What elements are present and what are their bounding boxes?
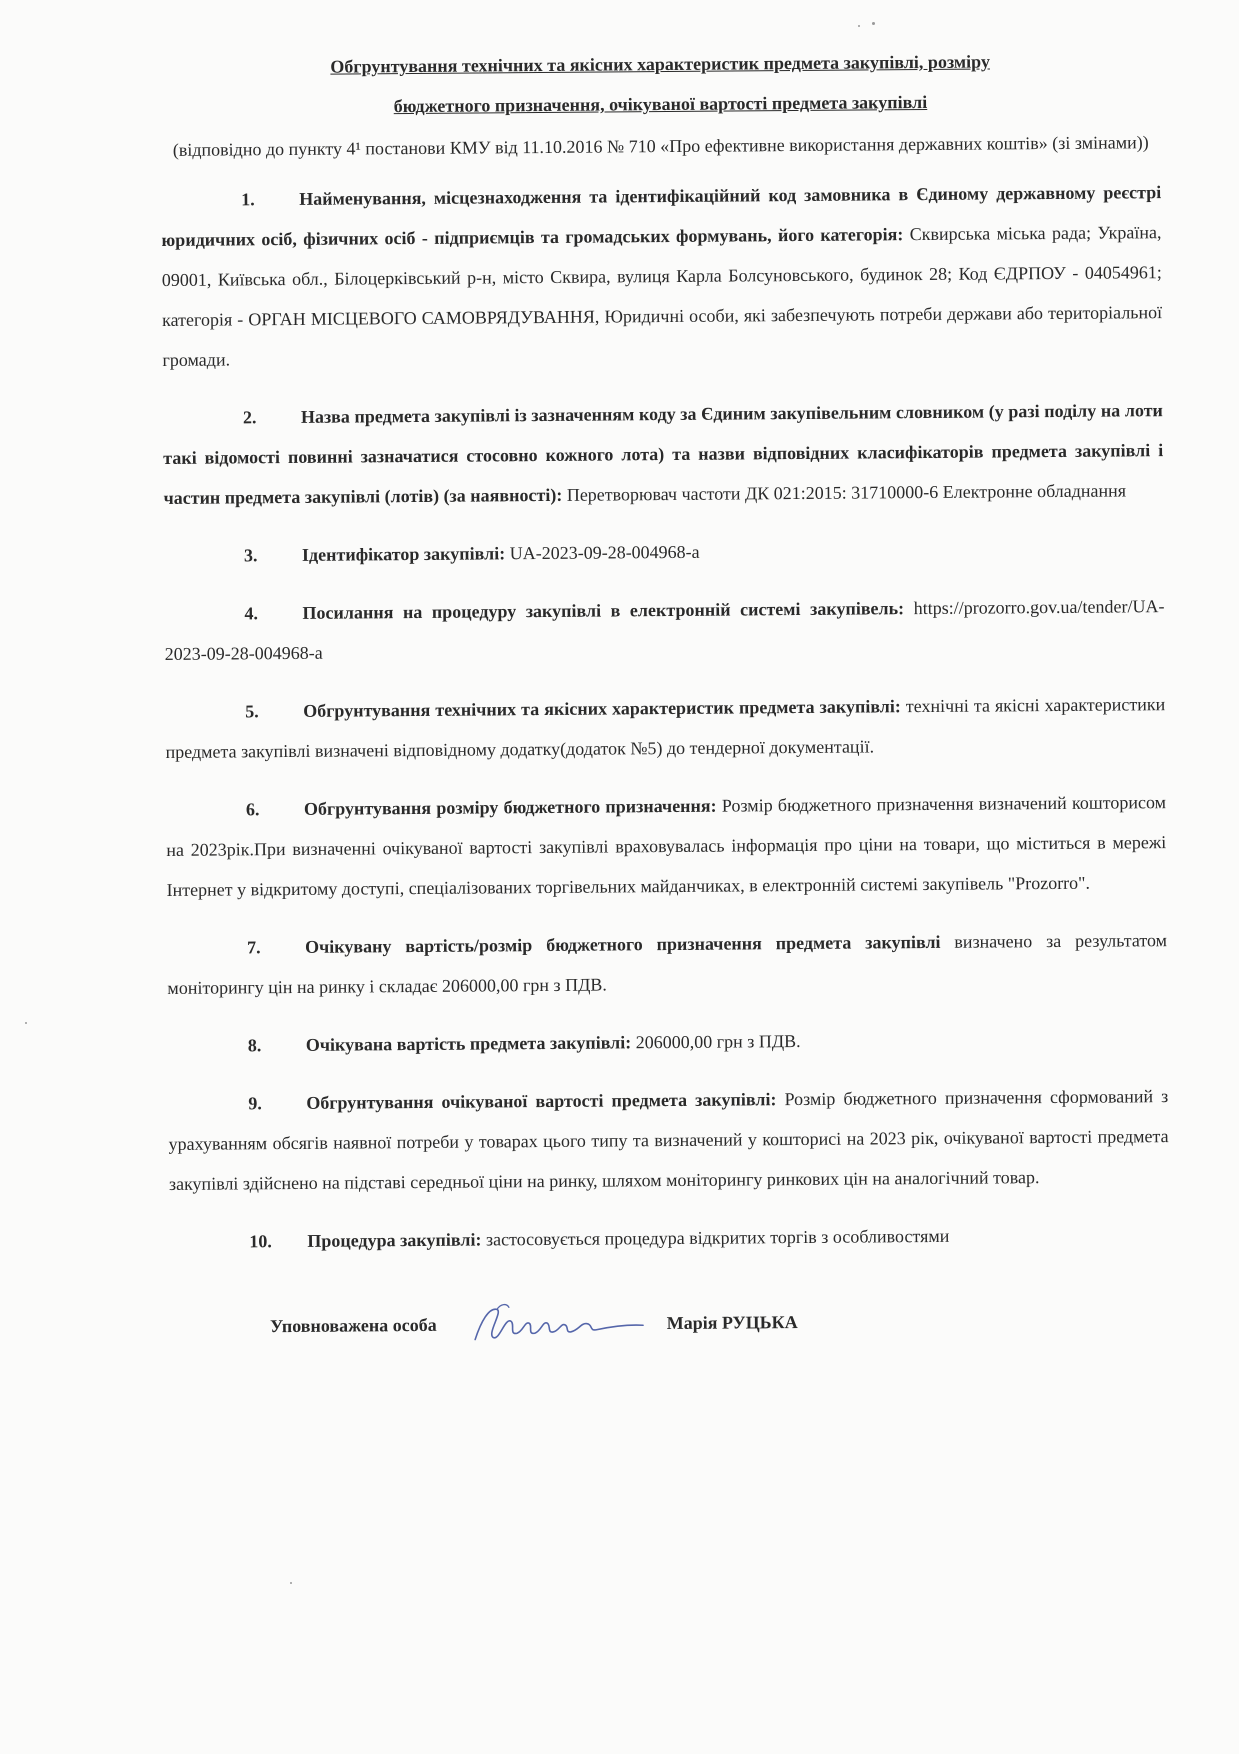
signature-block <box>270 1294 1170 1351</box>
item-text: застосовується процедура відкритих торгів з особливостями <box>481 1225 950 1250</box>
item-heading: Ідентифікатор закупівлі: <box>301 543 506 565</box>
item-10 <box>169 1214 1169 1262</box>
item-number: 9. <box>248 1093 262 1114</box>
item-2 <box>163 390 1164 518</box>
item-number: 8. <box>247 1035 262 1056</box>
document-title-line-2: бюджетного призначення, очікуваної вартості предмета закупівлі <box>393 91 928 117</box>
item-number: 7. <box>246 937 261 958</box>
item-text: визначено за результатом моніторингу цін на ринку і складає 206000,00 грн з ПДВ. <box>167 930 1168 998</box>
item-text: Сквирська міська рада; Україна, 09001, Київська обл., Білоцерківський р-н, місто Сквира, вулиця Карла Болсуновського, будинок 28; Код ЄДРПОУ - 04054961; категорія - ОРГАН МІСЦЕВОГО САМОВРЯДУВАННЯ, Юридичні особи, які забезпечують потреби держави або територіальної громади. <box>161 222 1163 370</box>
item-8 <box>168 1018 1168 1066</box>
item-6 <box>166 782 1167 910</box>
item-heading: Посилання на процедуру закупівлі в електронній системі закупівель: <box>302 598 905 623</box>
document-title-line-1: Обгрунтування технічних та якісних характеристик предмета закупівлі, розміру <box>330 51 990 77</box>
item-heading: Процедура закупівлі: <box>307 1229 482 1251</box>
item-number: 3. <box>243 545 258 566</box>
item-3 <box>164 528 1164 576</box>
item-number: 6. <box>245 799 260 820</box>
item-heading: Назва предмета закупівлі із зазначенням коду за Єдиним закупівельним словником (у разі поділу на лоти такі відомості повинні зазначатися стосовно кожного лота) та назви відповідних класифікаторів предмета закупівлі і частин предмета закупівлі (лотів) (за наявності): <box>163 400 1164 508</box>
authorized-person-name: Марія РУЦЬКА <box>666 1311 798 1333</box>
scan-speck <box>290 1582 292 1584</box>
scan-speck <box>872 22 875 25</box>
item-number: 1. <box>241 189 255 210</box>
scan-speck <box>858 25 860 27</box>
item-heading: Очікувана вартість предмета закупівлі: <box>305 1032 632 1055</box>
item-text: технічні та якісні характеристики предмета закупівлі визначені відповідному додатку(додаток №5) до тендерної документації. <box>165 694 1166 762</box>
item-9 <box>168 1076 1169 1204</box>
document-body <box>160 40 1170 1352</box>
item-number: 4. <box>244 603 259 624</box>
signature-icon <box>467 1298 647 1349</box>
item-number: 5. <box>245 701 259 722</box>
item-text: UA-2023-09-28-004968-a <box>505 541 700 564</box>
item-heading: Очікувану вартість/розмір бюджетного призначення предмета закупівлі <box>304 931 941 957</box>
item-4 <box>164 586 1165 674</box>
authorized-person-label: Уповноважена особа <box>269 1314 437 1336</box>
item-heading: Обгрунтування очікуваної вартості предмета закупівлі: <box>306 1089 777 1113</box>
item-text: 206000,00 грн з ПДВ. <box>631 1030 801 1053</box>
item-heading: Обгрунтування технічних та якісних характеристик предмета закупівлі: <box>303 696 901 721</box>
item-7 <box>167 920 1168 1008</box>
item-number: 10. <box>249 1231 272 1252</box>
item-text: Перетворювач частоти ДК 021:2015: 31710000-6 Електронне обладнання <box>562 480 1127 505</box>
item-1 <box>161 172 1163 380</box>
item-text: Розмір бюджетного призначення сформований з урахуванням обсягів наявної потреби у товарах цього типу та визначений у кошторисі на 2023 рік, очікуваної вартості предмета закупівлі здійснено на підставі середньої ціни на ринку, шляхом моніторингу ринкових цін на аналогічний товар. <box>168 1086 1169 1194</box>
item-5 <box>165 684 1166 772</box>
scan-speck <box>25 1022 27 1024</box>
document-subtitle: (відповідно до пункту 4¹ постанови КМУ від 11.10.2016 № 710 «Про ефективне використання державних коштів» (зі змінами)) <box>172 132 1149 160</box>
item-number: 2. <box>242 407 257 428</box>
handwritten-signature <box>467 1298 647 1349</box>
item-heading: Обгрунтування розміру бюджетного призначення: <box>303 795 717 819</box>
item-text: https://prozorro.gov.ua/tender/UA-2023-09-28-004968-a <box>164 596 1165 664</box>
item-text: Розмір бюджетного призначення визначений кошторисом на 2023рік.При визначенні очікуваної вартості закупівлі враховувалась інформація про ціни на товари, що міститься в мережі Інтернет у відкритому доступі, спеціалізованих торгівельних майданчиках, в електронній системі закупівель "Prozorro". <box>166 792 1167 900</box>
item-heading: Найменування, місцезнаходження та ідентифікаційний код замовника в Єдиному державному реєстрі юридичних осіб, фізичних осіб - підприємців та громадських формувань, його категорія: <box>161 182 1162 250</box>
